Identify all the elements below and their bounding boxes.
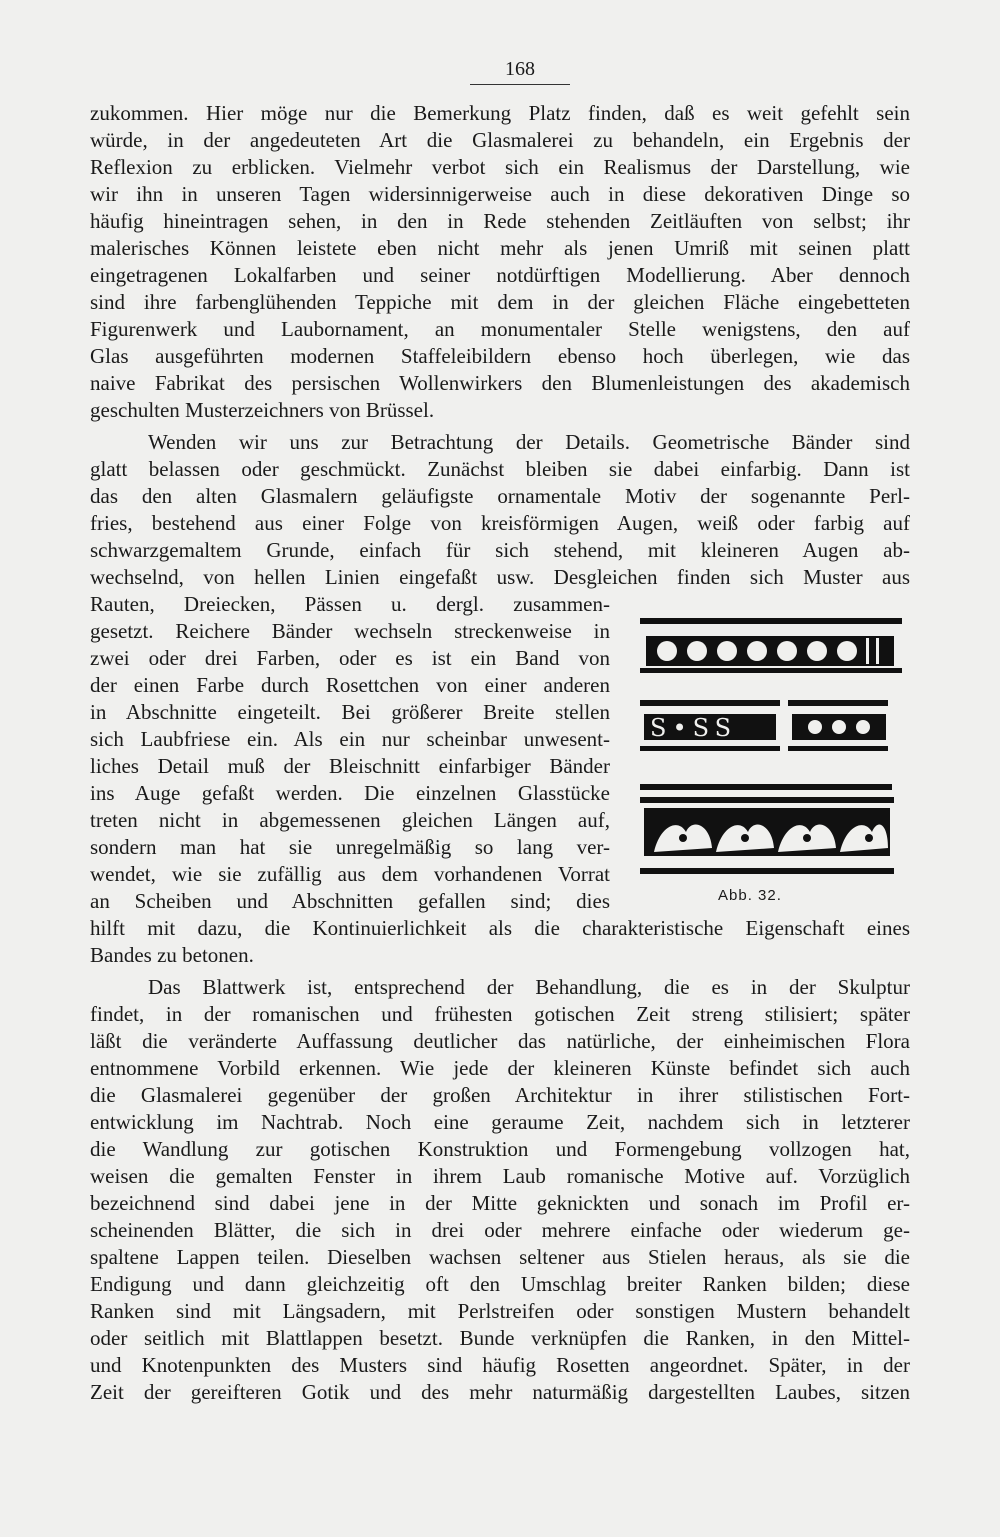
text-line: Bandes zu betonen. bbox=[90, 943, 254, 967]
text-line: Das Blattwerk ist, entsprechend der Behandlung, die es in der Skulptur bbox=[148, 975, 910, 999]
pearl-frieze-band bbox=[640, 618, 902, 673]
text-line: glatt belassen oder geschmückt. Zunächst bleiben sie dabei einfarbig. Dann ist bbox=[90, 457, 910, 481]
text-line: treten nicht in abgemessenen gleichen Längen auf, bbox=[90, 808, 610, 832]
text-line: der einen Farbe durch Rosettchen von einer anderen bbox=[90, 673, 610, 697]
text-line: Rauten, Dreiecken, Pässen u. dergl. zusammen- bbox=[90, 592, 610, 616]
text-line: entwicklung im Nachtrab. Noch eine geraume Zeit, nachdem sich in letzterer bbox=[90, 1110, 910, 1134]
text-line: geschulten Musterzeichners von Brüssel. bbox=[90, 398, 435, 422]
text-line: ins Auge gefaßt werden. Die einzelnen Glasstücke bbox=[90, 781, 610, 805]
text-line: weisen die gemalten Fenster in ihrem Laub romanische Motive auf. Vorzüglich bbox=[90, 1164, 910, 1188]
text-line: würde, in der angedeuteten Art die Glasmalerei zu behandeln, ein Ergebnis der bbox=[90, 128, 910, 152]
text-line: Endigung und dann gleichzeitig oft den Umschlag breiter Ranken bilden; diese bbox=[90, 1272, 910, 1296]
text-line: liches Detail muß der Bleischnitt einfarbiger Bänder bbox=[90, 754, 610, 778]
text-line: die Glasmalerei gegenüber der großen Architektur in ihrer stilistischen Fort- bbox=[90, 1083, 910, 1107]
text-line: die Wandlung zur gotischen Konstruktion und Formengebung vollzogen hat, bbox=[90, 1137, 910, 1161]
text-line: das den alten Glasmalern geläufigste ornamentale Motiv der sogenannte Perl- bbox=[90, 484, 910, 508]
text-line: scheinenden Blätter, die sich in drei oder mehrere einfache oder wiederum ge- bbox=[90, 1218, 910, 1242]
leaf-frieze-band bbox=[640, 784, 894, 874]
page-number-rule bbox=[470, 84, 570, 85]
figure-caption: Abb. 32. bbox=[718, 887, 782, 904]
text-line: Reflexion zu erblicken. Vielmehr verbot sich ein Realismus der Darstellung, wie bbox=[90, 155, 910, 179]
text-line: Ranken sind mit Längsadern, mit Perlstreifen oder sonstigen Mustern behandelt bbox=[90, 1299, 910, 1323]
text-line: läßt die veränderte Auffassung deutlicher das natürliche, der einheimischen Flora bbox=[90, 1029, 910, 1053]
small-pearl-band bbox=[788, 700, 888, 751]
text-line: wechselnd, von hellen Linien eingefaßt usw. Desgleichen finden sich Muster aus bbox=[90, 565, 910, 589]
ornament-bands-illustration bbox=[640, 612, 910, 887]
text-line: Figurenwerk und Laubornament, an monumentaler Stelle wenigstens, den auf bbox=[90, 317, 910, 341]
text-line: Wenden wir uns zur Betrachtung der Details. Geometrische Bänder sind bbox=[148, 430, 910, 454]
text-line: sich Laubfriese ein. Als ein nur scheinbar unwesent- bbox=[90, 727, 610, 751]
rosette-band bbox=[640, 700, 780, 751]
text-line: spaltene Lappen teilen. Dieselben wachsen seltener aus Stielen heraus, als sie die bbox=[90, 1245, 910, 1269]
text-line: fries, bestehend aus einer Folge von kreisförmigen Augen, weiß oder farbig auf bbox=[90, 511, 910, 535]
text-line: gesetzt. Reichere Bänder wechseln streckenweise in bbox=[90, 619, 610, 643]
text-line: in Abschnitte eingeteilt. Bei größerer Breite stellen bbox=[90, 700, 610, 724]
text-line: oder seitlich mit Blattlappen besetzt. Bunde verknüpfen die Ranken, in den Mittel- bbox=[90, 1326, 910, 1350]
ornament-figure bbox=[640, 612, 910, 912]
text-line: wendet, wie sie zufällig aus dem vorhandenen Vorrat bbox=[90, 862, 610, 886]
text-line: Glas ausgeführten modernen Staffeleibildern ebenso hoch überlegen, wie das bbox=[90, 344, 910, 368]
page-number: 168 bbox=[505, 58, 535, 80]
text-line: häufig hineintragen sehen, in den in Rede stehenden Zeitläuften von selbst; ihr bbox=[90, 209, 910, 233]
svg-text:S•SS: S•SS bbox=[650, 714, 738, 742]
text-line: eingetragenen Lokalfarben und seiner notdürftigen Modellierung. Aber dennoch bbox=[90, 263, 910, 287]
text-line: wir ihn in unseren Tagen widersinnigerweise auch in diese dekorativen Dinge so bbox=[90, 182, 910, 206]
text-line: findet, in der romanischen und frühesten gotischen Zeit streng stilisiert; später bbox=[90, 1002, 910, 1026]
text-line: zukommen. Hier möge nur die Bemerkung Platz finden, daß es weit gefehlt sein bbox=[90, 101, 910, 125]
text-line: schwarzgemaltem Grunde, einfach für sich stehend, mit kleineren Augen ab- bbox=[90, 538, 910, 562]
text-line: bezeichnend sind dabei jene in der Mitte geknickten und sonach im Profil er- bbox=[90, 1191, 910, 1215]
text-line: naive Fabrikat des persischen Wollenwirkers den Blumenleistungen des akademisch bbox=[90, 371, 910, 395]
text-line: malerisches Können leistete eben nicht mehr als jenen Umriß mit seinen platt bbox=[90, 236, 910, 260]
text-line: zwei oder drei Farben, oder es ist ein Band von bbox=[90, 646, 610, 670]
text-line: und Knotenpunkten des Musters sind häufig Rosetten angeordnet. Später, in der bbox=[90, 1353, 910, 1377]
text-line: sind ihre farbenglühenden Teppiche mit dem in der gleichen Fläche eingebetteten bbox=[90, 290, 910, 314]
text-line: Zeit der gereifteren Gotik und des mehr naturmäßig dargestellten Laubes, sitzen bbox=[90, 1380, 910, 1404]
text-line: hilft mit dazu, die Kontinuierlichkeit als die charakteristische Eigenschaft eines bbox=[90, 916, 910, 940]
text-line: sondern man hat sie unregelmäßig so lang ver- bbox=[90, 835, 610, 859]
text-line: entnommene Vorbild erkennen. Wie jede der kleineren Künste befindet sich auch bbox=[90, 1056, 910, 1080]
text-line: an Scheiben und Abschnitten gefallen sind; dies bbox=[90, 889, 610, 913]
